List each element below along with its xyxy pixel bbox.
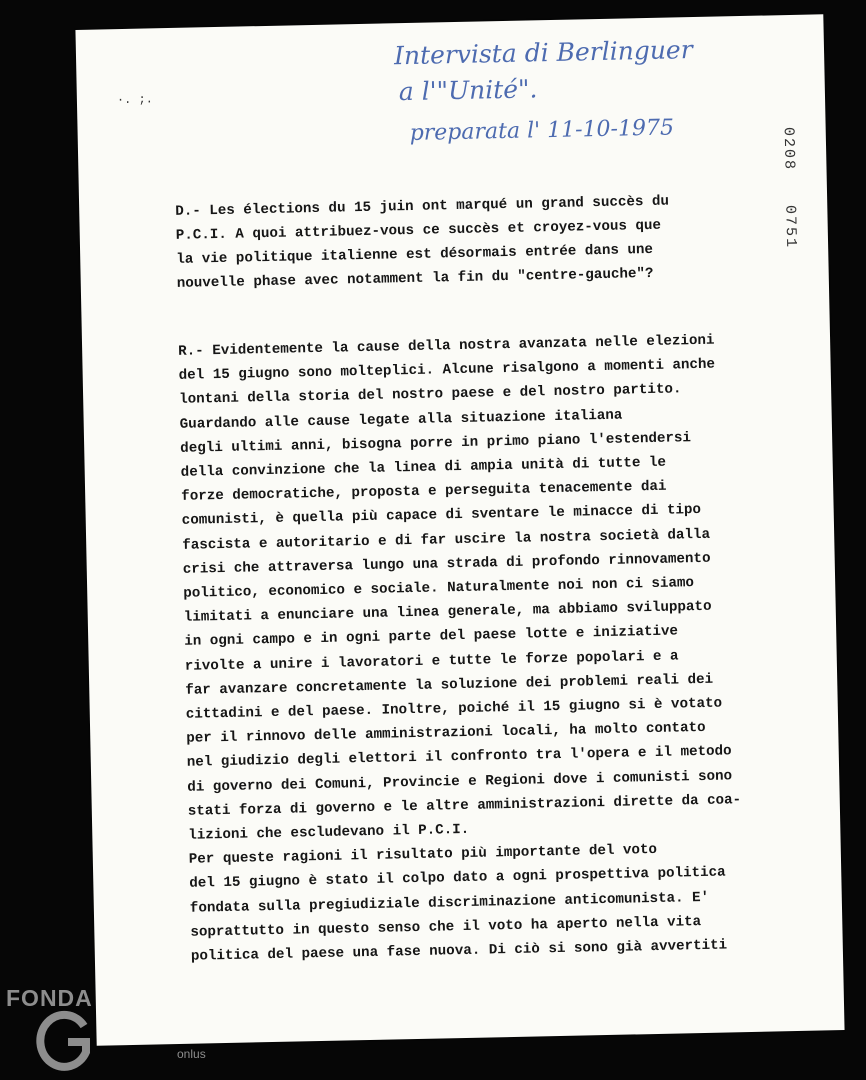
answer-line: politica del paese una fase nuova. Di ciò si sono già avvertiti: [190, 937, 728, 965]
answer-paragraph: [178, 326, 831, 969]
answer-line: soprattutto in questo senso che il voto ha aperto nella vita: [190, 913, 702, 941]
question-line: nouvelle phase avec notamment la fin du "centre-gauche"?: [176, 265, 654, 292]
archive-code-2: 0751: [781, 204, 800, 250]
answer-line: del 15 giugno sono molteplici. Alcune risalgono a momenti anche: [178, 356, 716, 385]
watermark-onlus: onlus: [177, 1047, 206, 1061]
question-line: D.- Les élections du 15 juin ont marqué un grand succès du: [175, 193, 670, 220]
answer-line: cittadini e del paese. Inoltre, poiché il 15 giugno si è votato: [185, 695, 723, 723]
document-page: [75, 14, 844, 1045]
answer-line: fondata sulla pregiudiziale discriminazione anticomunista. E': [189, 889, 710, 917]
answer-line: lontani della storia del nostro paese e del nostro partito.: [179, 381, 682, 409]
archive-code-1: 0208: [779, 126, 798, 172]
answer-line: comunisti, è quella più capace di sventare le minacce di tipo: [181, 502, 702, 530]
answer-line: lizioni che escludevano il P.C.I.: [188, 821, 470, 844]
answer-line: fascista e autoritario e di far uscire la nostra società dalla: [182, 526, 711, 554]
foundation-logo-g-icon: [34, 1008, 92, 1074]
question-line: la vie politique italienne est désormais entrée dans une: [176, 241, 654, 268]
answer-line: R.- Evidentemente la cause della nostra avanzata nelle elezioni: [178, 332, 715, 360]
answer-line: degli ultimi anni, bisogna porre in primo piano l'estendersi: [180, 429, 692, 457]
answer-line: del 15 giugno è stato il colpo dato a ogni prospettiva politica: [189, 864, 726, 893]
answer-line: per il rinnovo delle amministrazioni locali, ha molto contato: [186, 720, 706, 748]
answer-line: far avanzare concretamente la soluzione dei problemi reali dei: [185, 671, 714, 699]
question-paragraph: [175, 186, 817, 295]
handwritten-title-line2: a l'"Unité".: [398, 74, 538, 107]
question-line: P.C.I. A quoi attribuez-vous ce succès et croyez-vous que: [175, 217, 662, 244]
answer-line: nel giudizio degli elettori il confronto tra l'opera e il metodo: [186, 743, 732, 772]
answer-line: politico, economico e sociale. Naturalmente noi non ci siamo: [183, 575, 695, 602]
answer-line: di governo dei Comuni, Provincie e Regioni dove i comunisti sono: [187, 768, 733, 796]
answer-line: in ogni campo e in ogni parte del paese lotte e iniziative: [184, 623, 679, 651]
answer-line: limitati a enunciare una linea generale, ma abbiamo sviluppato: [183, 598, 712, 627]
answer-line: stati forza di governo e le altre amministrazioni dirette da coa-: [187, 792, 742, 820]
answer-line: Per queste ragioni il risultato più importante del voto: [188, 842, 658, 869]
answer-line: crisi che attraversa lungo una strada di profondo rinnovamento: [182, 550, 711, 578]
answer-line: rivolte a unire i lavoratori e tutte le forze popolari e a: [184, 648, 679, 675]
margin-marks: ·. ;.: [116, 92, 154, 108]
answer-line: Guardando alle cause legate alla situazione italiana: [179, 407, 623, 433]
answer-line: della convinzione che la linea di ampia unità di tutte le: [180, 454, 667, 481]
foundation-logo-text: FONDA: [6, 985, 93, 1011]
handwritten-title-line1: Intervista di Berlinguer: [393, 35, 693, 71]
answer-line: forze democratiche, proposta e perseguita tenacemente dai: [181, 478, 667, 506]
handwritten-date: preparata l' 11-10-1975: [409, 115, 675, 146]
